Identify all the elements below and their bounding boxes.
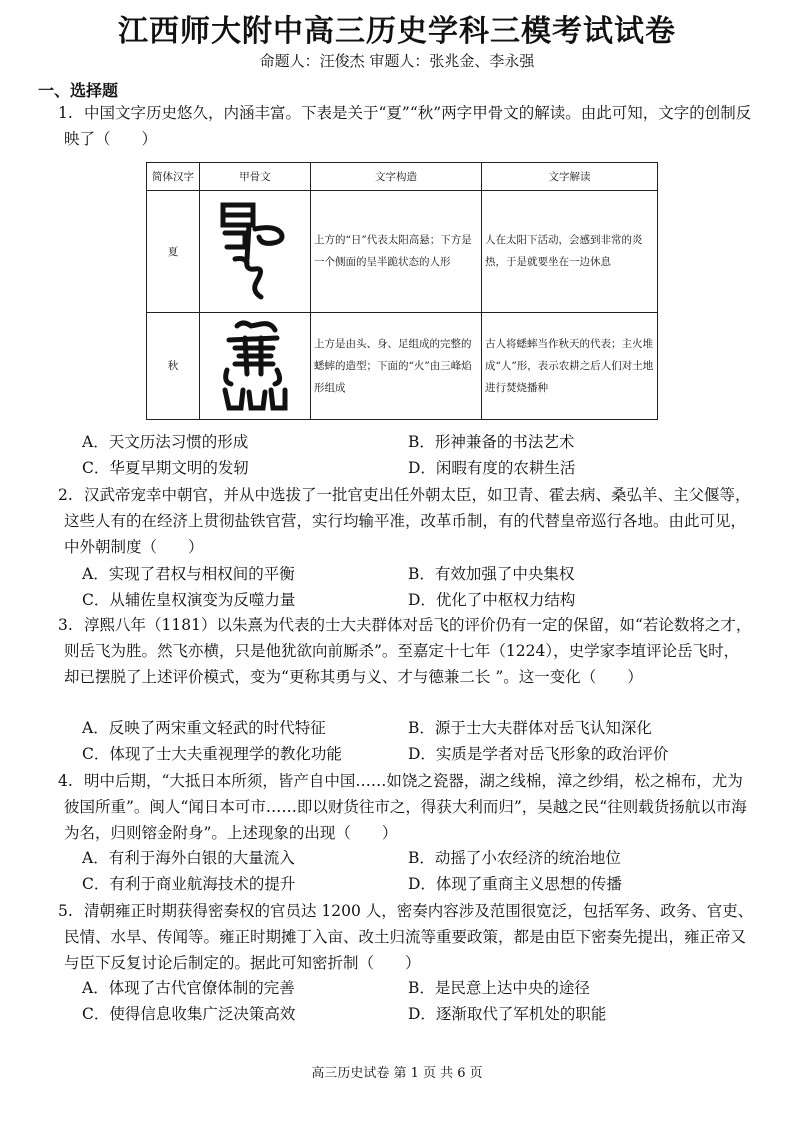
option-d[interactable]: D．优化了中枢权力结构: [408, 591, 576, 609]
oracle-bone-xia-icon: [215, 199, 295, 303]
table-cell-meaning: 人在太阳下活动，会感到非常的炎热，于是就要坐在一边休息: [482, 190, 658, 312]
oracle-bone-xia-glyph: [200, 190, 311, 312]
option-d[interactable]: D．体现了重商主义思想的传播: [408, 875, 622, 893]
question-2: [58, 482, 754, 560]
question-number: 4.: [58, 772, 73, 790]
exam-authors: 命题人：汪俊杰 审题人：张兆金、李永强: [259, 52, 535, 70]
question-4: [58, 768, 754, 846]
option-c[interactable]: C．使得信息收集广泛决策高效: [82, 1005, 296, 1023]
question-5: [58, 898, 754, 976]
option-d[interactable]: D．闲暇有度的农耕生活: [408, 459, 576, 477]
question-number: 2.: [58, 486, 73, 504]
question-number: 3.: [58, 616, 73, 634]
table-cell-structure: 上方是由头、身、足组成的完整的蟋蟀的造型；下面的“火”由三峰焰形组成: [311, 312, 482, 419]
table-row: [147, 312, 658, 419]
exam-title: 江西师大附中高三历史学科三模考试试卷: [118, 14, 676, 49]
option-b[interactable]: B．动摇了小农经济的统治地位: [408, 849, 621, 867]
section-heading: 一、选择题: [38, 81, 119, 100]
question-3: [58, 612, 754, 690]
question-stem: 汉武帝宠幸中朝官，并从中选拔了一批官吏出任外朝太臣，如卫青、霍去病、桑弘羊、主父偃等，这些人有的在经济上贯彻盐铁官营，实行均输平准，改革币制，有的代替皇帝巡行各地。由此可见，中外朝制度（ ）: [64, 486, 751, 556]
option-b[interactable]: B．有效加强了中央集权: [408, 565, 575, 583]
option-c[interactable]: C．有利于商业航海技术的提升: [82, 875, 296, 893]
table-header: 甲骨文: [200, 163, 311, 191]
option-c[interactable]: C．从辅佐皇权演变为反噬力量: [82, 591, 296, 609]
question-number: 5.: [58, 902, 73, 920]
question-number: 1.: [58, 104, 73, 122]
oracle-bone-qiu-glyph: [200, 312, 311, 419]
oracle-bone-table: [146, 162, 658, 420]
option-a[interactable]: A．有利于海外白银的大量流入: [82, 849, 295, 867]
table-header-row: [147, 163, 658, 191]
question-1: [58, 100, 754, 152]
option-b[interactable]: B．是民意上达中央的途径: [408, 979, 590, 997]
option-a[interactable]: A．体现了古代官僚体制的完善: [82, 979, 295, 997]
table-header: 文字解读: [482, 163, 658, 191]
question-stem: 明中后期，“大抵日本所须，皆产自中国……如饶之瓷器，湖之线棉，漳之纱绢，松之棉布，尤为彼国所重”。闽人“闻日本可市……即以财货往市之，得获大利而归”，吴越之民“往则载货扬航以市海为名，归则镕金附身”。上述现象的出现（ ）: [64, 772, 747, 842]
table-row: [147, 190, 658, 312]
option-d[interactable]: D．实质是学者对岳飞形象的政治评价: [408, 745, 669, 763]
option-d[interactable]: D．逐渐取代了军机处的职能: [408, 1005, 607, 1023]
table-cell-char: 秋: [147, 312, 200, 419]
option-a[interactable]: A．天文历法习惯的形成: [82, 433, 249, 451]
oracle-bone-qiu-icon: [215, 318, 295, 414]
option-b[interactable]: B．形神兼备的书法艺术: [408, 433, 575, 451]
option-c[interactable]: C．华夏早期文明的发轫: [82, 459, 249, 477]
table-header: 文字构造: [311, 163, 482, 191]
option-c[interactable]: C．体现了士大夫重视理学的教化功能: [82, 745, 342, 763]
table-cell-structure: 上方的“日”代表太阳高悬；下方是一个侧面的呈半跪状态的人形: [311, 190, 482, 312]
option-a[interactable]: A．反映了两宋重文轻武的时代特征: [82, 719, 326, 737]
option-b[interactable]: B．源于士大夫群体对岳飞认知深化: [408, 719, 652, 737]
table-cell-char: 夏: [147, 190, 200, 312]
page-footer: 高三历史试卷 第 1 页 共 6 页: [311, 1066, 483, 1081]
question-stem: 中国文字历史悠久，内涵丰富。下表是关于“夏”“秋”两字甲骨文的解读。由此可知，文字的创制反映了（ ）: [64, 104, 752, 148]
table-header: 简体汉字: [147, 163, 200, 191]
option-a[interactable]: A．实现了君权与相权间的平衡: [82, 565, 295, 583]
question-stem: 淳熙八年（1181）以朱熹为代表的士大夫群体对岳飞的评价仍有一定的保留，如“若论数将之才，则岳飞为胜。然飞亦横，只是他犹欲向前厮杀”。至嘉定十七年（1224），史学家李埴评论岳飞时，却已摆脱了上述评价模式，变为“更称其勇与义、才与德兼二长 ”。这一变化（ ）: [64, 616, 752, 686]
question-stem: 清朝雍正时期获得密奏权的官员达 1200 人，密奏内容涉及范围很宽泛，包括军务、政务、官吏、民情、水旱、传闻等。雍正时期摊丁入亩、改土归流等重要政策，都是由臣下密奏先提出，雍正帝又与臣下反复讨论后制定的。据此可知密折制（ ）: [64, 902, 754, 972]
table-cell-meaning: 古人将蟋蟀当作秋天的代表；主火堆成“人”形，表示农耕之后人们对土地进行焚烧播种: [482, 312, 658, 419]
